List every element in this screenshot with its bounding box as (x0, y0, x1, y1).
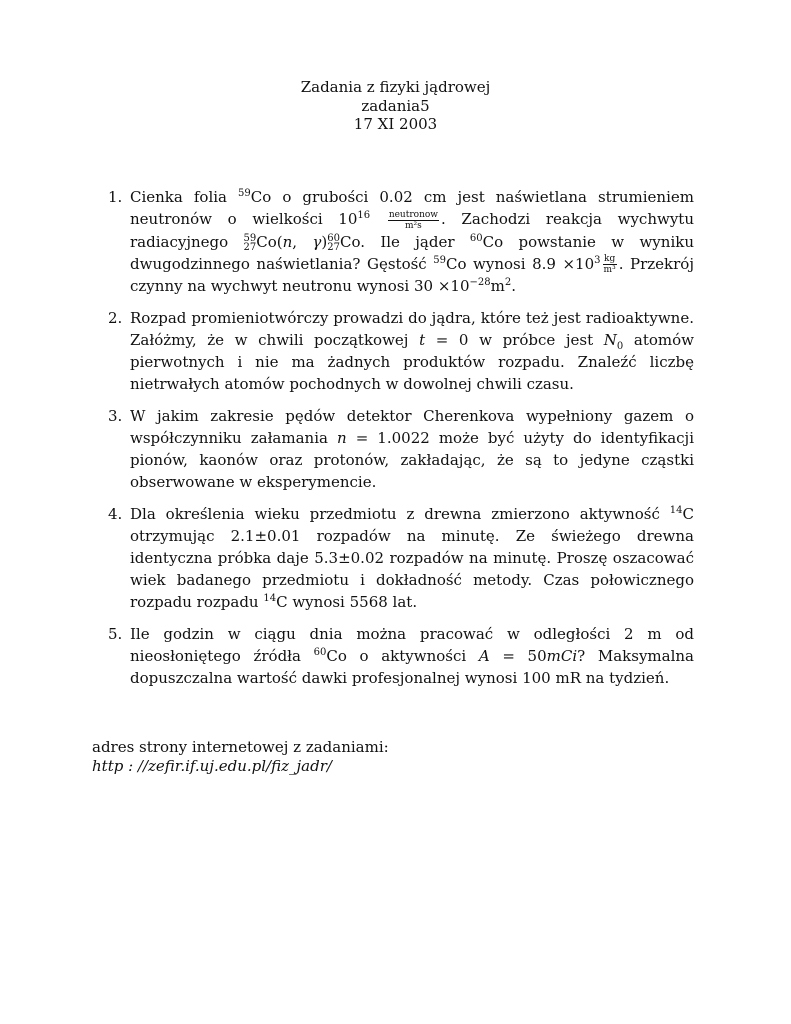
mass-number: 59 (243, 232, 257, 244)
text-run: ) (321, 232, 328, 251)
math-var: n (282, 232, 293, 251)
problem-number: 2. (108, 309, 123, 327)
fraction-denominator: m²s (405, 220, 422, 231)
problem-number: 1. (108, 188, 123, 206)
isotope-mass: 14 (263, 593, 277, 604)
footer-label: adres strony internetowej z zadaniami: (92, 738, 389, 756)
problem-2 (108, 307, 694, 395)
text-run: m (490, 277, 505, 295)
subscript: 0 (616, 341, 624, 352)
text-run: Co( (256, 232, 283, 251)
math-var: mCi (546, 647, 578, 665)
exponent: 2 (504, 277, 512, 288)
text-run: Co wynosi 8.9 ×10 (445, 254, 595, 273)
text-run: Co o aktywności (326, 647, 479, 665)
math-var: n (336, 429, 347, 447)
document-footer (92, 738, 389, 776)
exponent: −28 (469, 277, 491, 288)
text-run: Rozpad promieniotwórczy prowadzi do jądra, które też jest radioaktywne. Załóżmy, że w chwili początkowej (130, 309, 694, 349)
text-run: Cienka folia (130, 188, 239, 206)
math-var: t (419, 331, 426, 349)
text-run: , (292, 232, 313, 251)
footer-url: http : //zefir.if.uj.edu.pl/fiz_jadr/ (92, 757, 332, 775)
problem-number: 5. (108, 625, 123, 643)
document-title: Zadania z fizyki jądrowej (300, 78, 491, 96)
fraction-numerator: kg (604, 254, 616, 264)
text-run: . (511, 277, 516, 295)
text-run: C wynosi 5568 lat. (276, 593, 418, 611)
text-run: ? Maksymalna dopuszczalna wartość dawki profesjonalnej wynosi 100 mR na tydzień. (130, 647, 694, 687)
text-run: = 50 (489, 647, 547, 665)
text-run: . Zachodzi reakcja wychwytu radiacyjnego (130, 210, 694, 251)
math-var: A (478, 647, 490, 665)
text-run: C otrzymując 2.1±0.01 rozpadów na minutę. Ze świeżego drewna identyczna próbka daje 5.3±0.02 rozpadów na minutę. Proszę oszacować wiek badanego przedmiotu i dokładność metody. Czas połowicznego rozpadu rozpadu (130, 505, 694, 611)
problem-number: 4. (108, 505, 123, 523)
isotope-mass: 60 (469, 232, 483, 244)
atomic-number: 27 (327, 241, 340, 253)
math-var: N (603, 331, 617, 349)
problem-1 (108, 186, 694, 297)
isotope-mass: 59 (433, 254, 446, 266)
isotope-mass: 14 (669, 505, 683, 516)
exponent: 16 (357, 210, 371, 221)
problem-text (130, 407, 694, 491)
exponent: 3 (594, 254, 601, 266)
density-unit-fraction (603, 254, 617, 275)
problem-4 (108, 503, 694, 613)
text-run: Co. Ile jąder (339, 232, 470, 251)
atomic-number: 27 (243, 241, 257, 253)
mass-number: 60 (327, 232, 340, 244)
text-run: Ile godzin w ciągu dnia można pracować w odległości 2 m od nieosłoniętego źródła (130, 625, 694, 665)
isotope-mass: 60 (313, 647, 327, 658)
nuclide-indices (244, 234, 257, 252)
text-run: Co powstanie w wyniku dwugodzinnego naświetlania? Gęstość (130, 232, 694, 273)
math-var: γ (312, 232, 322, 251)
problem-text (130, 188, 694, 295)
text-run: . Przekrój czynny na wychwyt neutronu wynosi 30 ×10 (130, 254, 694, 295)
document-subtitle: zadania5 (361, 96, 430, 115)
text-run: Co o grubości 0.02 cm jest naświetlana strumieniem neutronów o wielkości 10 (130, 188, 694, 228)
problem-3 (108, 405, 694, 493)
problem-list (108, 186, 694, 699)
fraction-numerator: neutronow (388, 209, 438, 220)
isotope-mass: 59 (238, 188, 251, 199)
nuclide-indices (327, 234, 340, 252)
problem-text (130, 625, 694, 687)
document-header (0, 78, 791, 134)
text-run: = 1.0022 może być użyty do identyfikacji pionów, kaonów oraz protonów, zakładając, że są to jedyne cząstki obserwowane w eksperymencie. (130, 429, 694, 491)
text-run: atomów pierwotnych i nie ma żadnych produktów rozpadu. Znaleźć liczbę nietrwałych atomów pochodnych w dowolnej chwili czasu. (130, 331, 694, 393)
fraction-denominator: m³ (603, 265, 616, 275)
document-date: 17 XI 2003 (353, 115, 438, 133)
flux-unit-fraction (388, 210, 439, 231)
text-run: W jakim zakresie pędów detektor Cherenkova wypełniony gazem o współczynniku załamania (130, 407, 694, 447)
text-run: Dla określenia wieku przedmiotu z drewna zmierzono aktywność (130, 505, 670, 523)
problem-text (130, 309, 694, 393)
problem-number: 3. (108, 407, 123, 425)
text-run: = 0 w próbce jest (425, 331, 604, 349)
problem-5 (108, 623, 694, 689)
problem-text (130, 505, 694, 611)
